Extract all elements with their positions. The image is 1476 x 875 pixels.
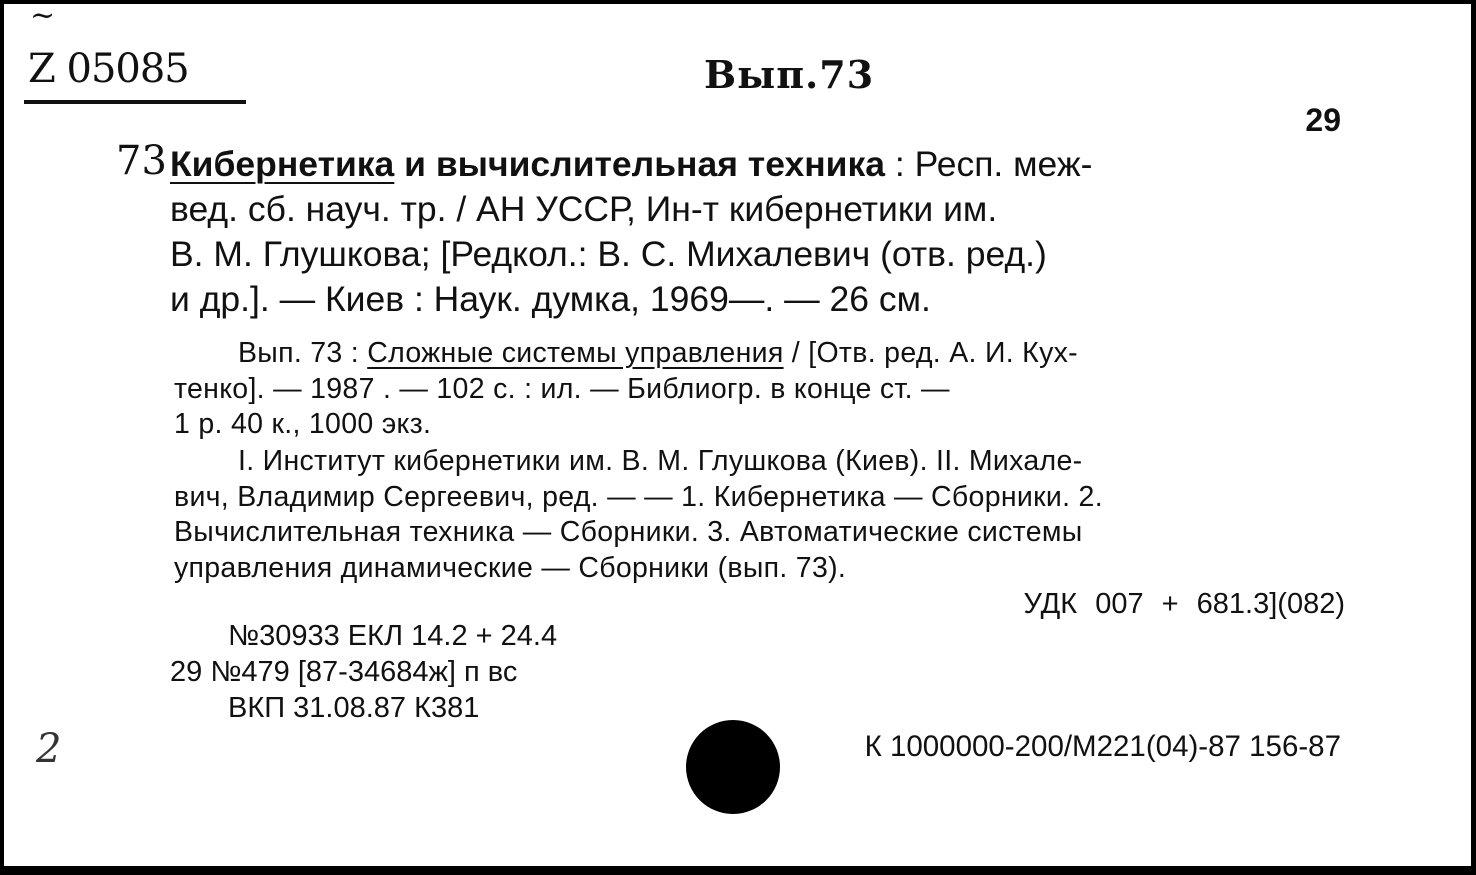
entry-number: 73 — [116, 138, 167, 184]
subject-line-2: вич, Владимир Сергеевич, ред. — — 1. Кибернетика — Сборники. 2. — [174, 480, 1103, 513]
code-underline — [24, 100, 246, 104]
issue-prefix: Вып. 73 : — [238, 337, 368, 369]
entry-line-1 — [170, 142, 1338, 187]
catalog-number: К 1000000-200/М221(04)-87 156-87 — [864, 730, 1341, 763]
handwritten-code: Z 05085 — [28, 46, 189, 92]
catalog-card — [4, 4, 1471, 866]
issue-subtitle: Сложные системы управления — [367, 337, 784, 369]
title-rest: и вычислительная техника — [394, 144, 885, 184]
registration-line-2: 29 №479 [87-34684ж] п вс — [170, 656, 518, 688]
entry-line-3: В. М. Глушкова; [Редкол.: В. С. Михалевич (отв. ред.) — [170, 234, 1047, 274]
subject-line-1: I. Институт кибернетики им. В. М. Глушкова (Киев). II. Михале- — [238, 445, 1083, 477]
title-lead: Кибернетика — [170, 144, 395, 184]
entry-line-4: и др.]. — Киев : Наук. думка, 1969—. — 26 см. — [170, 279, 931, 319]
page-number: 29 — [1305, 102, 1341, 138]
registration-info — [170, 618, 557, 726]
issue-line-1 — [238, 336, 1078, 372]
handwritten-corner-mark: 2 — [36, 726, 62, 772]
issue-description — [174, 336, 1078, 443]
registration-line-1: №30933 ЕКЛ 14.2 + 24.4 — [228, 620, 558, 652]
issue-mark: Вып.73 — [704, 52, 875, 97]
entry-line-1-rest: : Респ. меж- — [885, 144, 1093, 184]
punch-hole — [686, 720, 780, 814]
subject-line-3: Вычислительная техника — Сборники. 3. Автоматические системы — [174, 516, 1083, 548]
issue-line-1-rest: / [Отв. ред. А. И. Кух- — [783, 337, 1078, 369]
subject-headings — [174, 444, 1103, 586]
subject-line-4: управления динамические — Сборники (вып. 73). — [174, 551, 847, 584]
entry-line-2: вед. сб. науч. тр. / АН УССР, Ин-т кибернетики им. — [170, 189, 998, 229]
issue-line-3: 1 р. 40 к., 1000 экз. — [174, 408, 432, 440]
udk-code: УДК 007 + 681.3](082) — [1023, 588, 1345, 620]
handwritten-tilde: ~ — [30, 4, 56, 33]
issue-line-2: тенко]. — 1987 . — 102 с. : ил. — Библиогр. в конце ст. — — [174, 372, 950, 405]
registration-line-3: ВКП 31.08.87 К381 — [228, 692, 480, 724]
main-entry — [170, 142, 1338, 322]
